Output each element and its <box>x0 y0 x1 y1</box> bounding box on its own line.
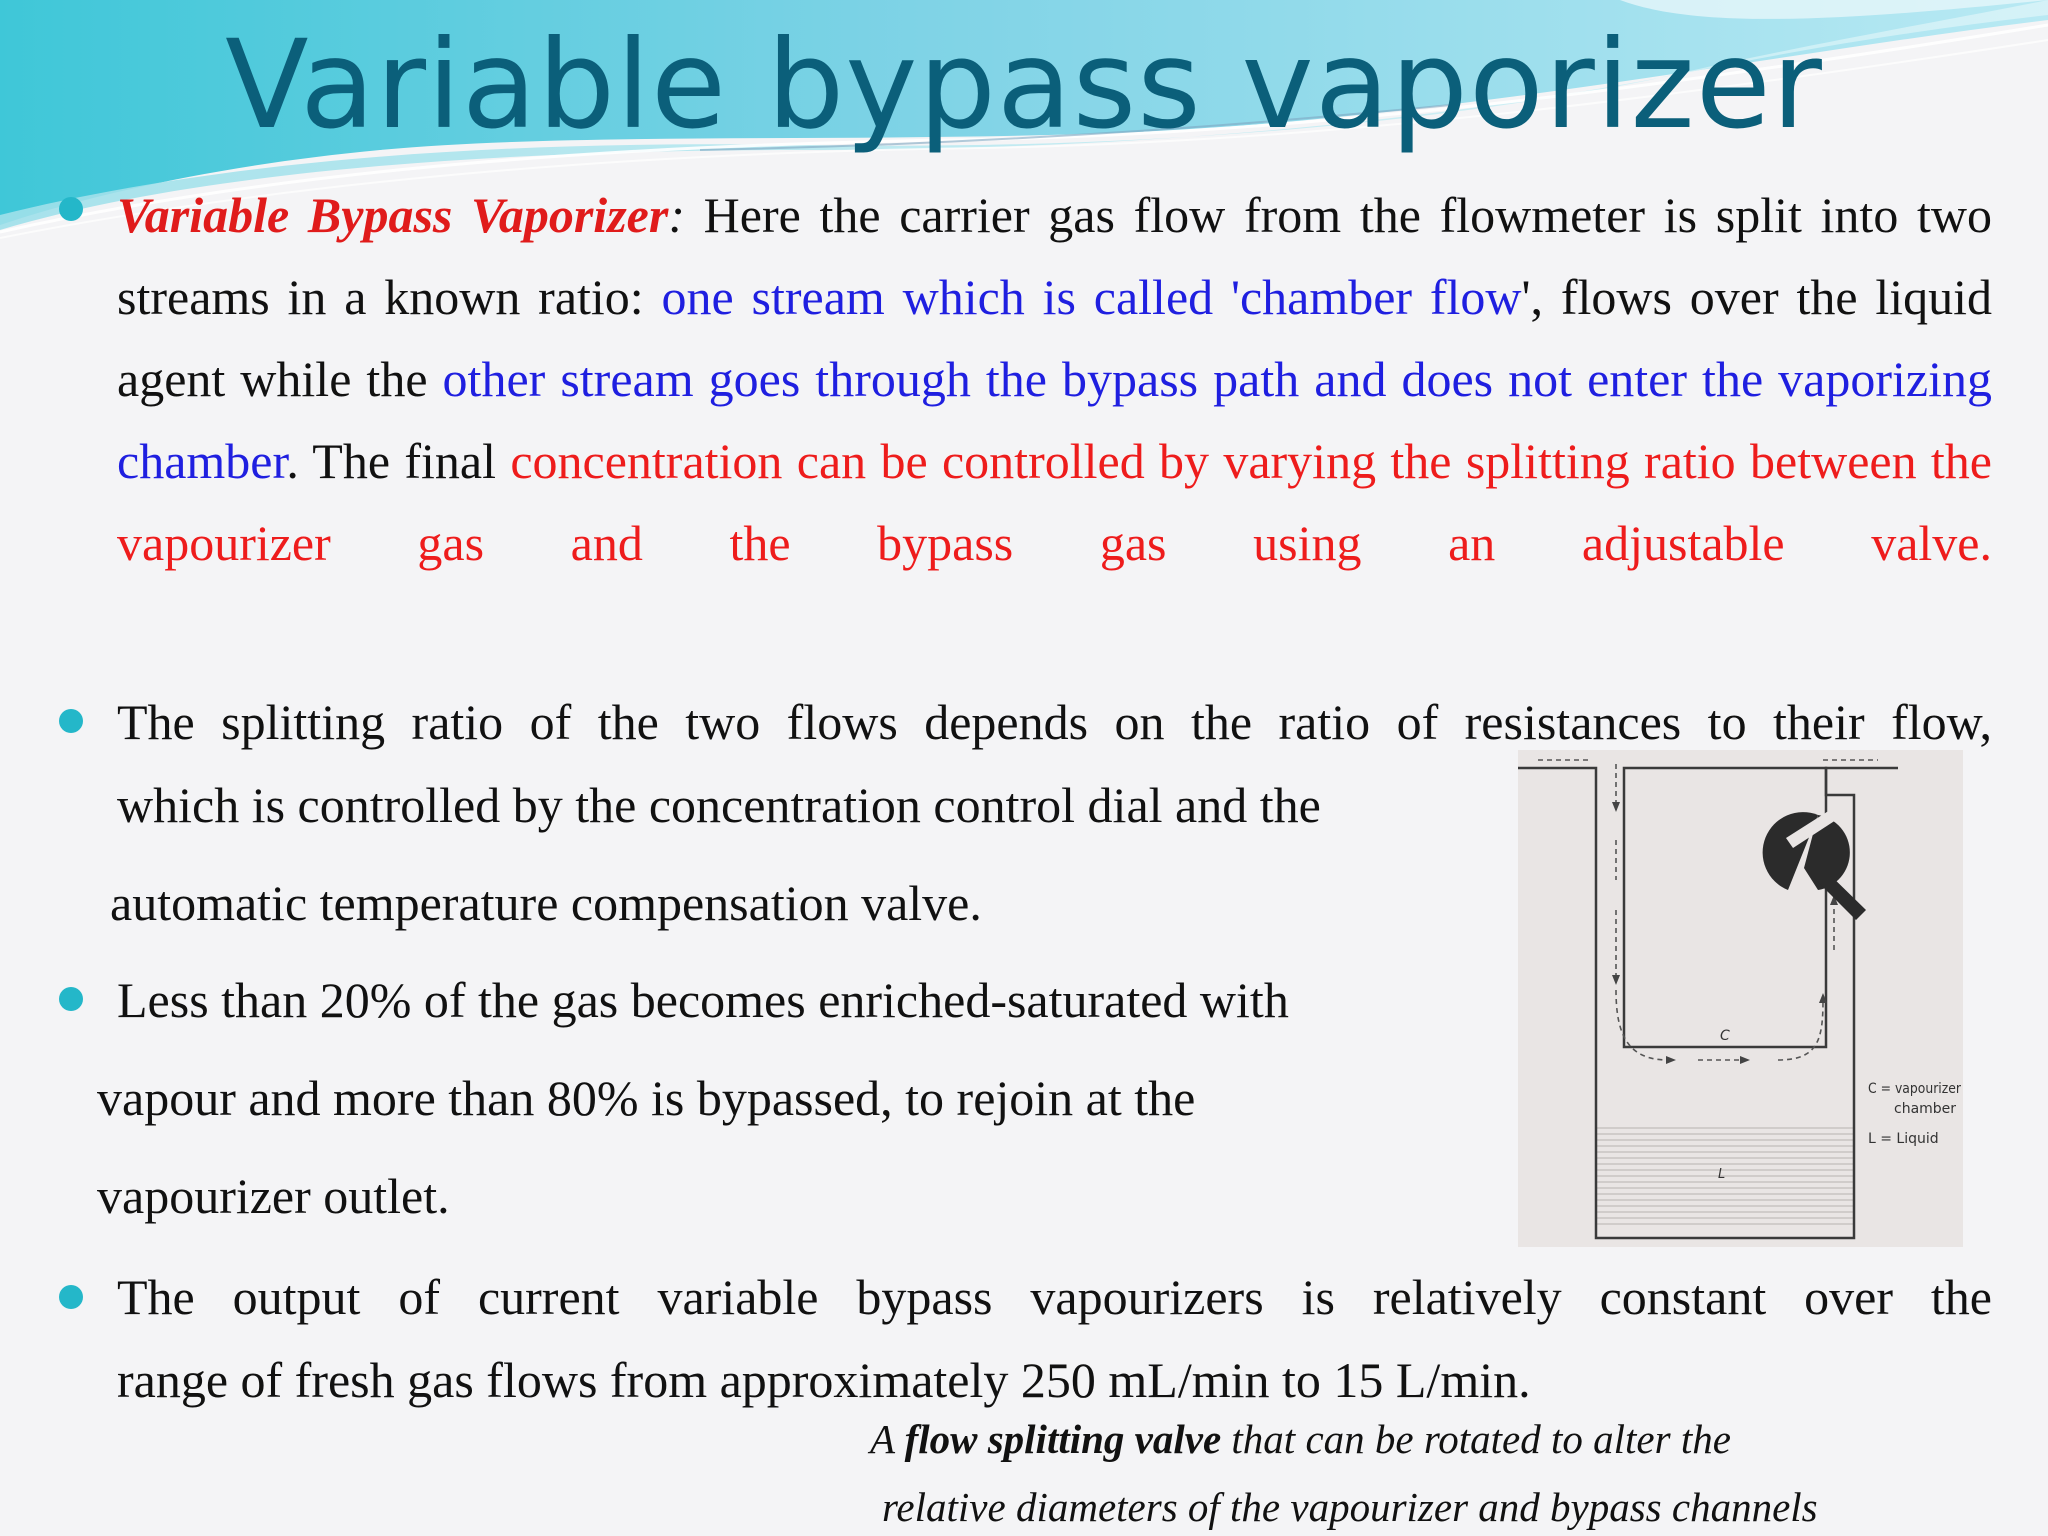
slide-title: Variable bypass vaporizer <box>225 14 1823 156</box>
bullet-icon <box>59 987 83 1011</box>
bypass-path-text: other stream goes through the bypass path and does not enter the vaporizing chamber <box>117 351 1992 489</box>
term-variable-bypass-vaporizer: Variable Bypass Vaporizer <box>117 187 669 243</box>
caption-post: that can be rotated to alter the <box>1221 1416 1731 1462</box>
bullet-2-line-2: which is controlled by the concentration control dial and the <box>117 777 1321 833</box>
legend-l: L = Liquid <box>1868 1131 1939 1147</box>
caption-pre: A <box>870 1416 905 1462</box>
bullet-icon <box>59 709 83 733</box>
bullet-2-line-3: automatic temperature compensation valve. <box>110 875 982 931</box>
legend-c-line-2: chamber <box>1894 1101 1957 1117</box>
chamber-flow-text: one stream which is called 'chamber flow <box>661 269 1522 325</box>
figure-caption-line-2: relative diameters of the vapourizer and bypass channels <box>882 1484 1818 1530</box>
bullet-2-line-1: The splitting ratio of the two flows depends on the ratio of resistances to their flow, <box>117 694 1992 750</box>
concentration-control-text: concentration can be controlled by varying the splitting ratio between the vapourizer gas and the bypass gas using an adjustable valve. <box>117 433 1993 571</box>
bullet-1-paragraph <box>117 174 1992 584</box>
bullet-4-line-2: range of fresh gas flows from approximately 250 mL/min to 15 L/min. <box>117 1352 1531 1408</box>
legend-c-line-1: C = vapourizer <box>1868 1081 1962 1097</box>
bullet-icon <box>59 197 83 221</box>
bullet-4-line-1: The output of current variable bypass vapourizers is relatively constant over the <box>117 1269 1992 1325</box>
label-l: L <box>1718 1167 1726 1182</box>
vaporizer-diagram <box>1518 750 1963 1247</box>
caption-bold-term: flow splitting valve <box>904 1416 1222 1462</box>
flow-splitting-valve-icon <box>1763 810 1866 920</box>
bullet-3-line-3: vapourizer outlet. <box>97 1168 450 1224</box>
bullet-1-text-c: . The final <box>286 433 511 489</box>
label-c: C <box>1720 1028 1730 1044</box>
bullet-icon <box>59 1285 83 1309</box>
bullet-3-line-1: Less than 20% of the gas becomes enriched-saturated with <box>117 972 1289 1028</box>
term-colon: : <box>668 187 685 243</box>
figure-caption-line-1 <box>870 1414 1731 1464</box>
bullet-1-text-a: Here the carrier gas flow from the flowmeter is split into two streams in a known ratio: <box>117 187 1992 325</box>
bullet-1-text-b: ', flows over the liquid agent while the <box>117 269 1993 407</box>
vaporizer-diagram-drawing <box>1518 750 1963 1247</box>
bullet-3-line-2: vapour and more than 80% is bypassed, to rejoin at the <box>97 1070 1196 1126</box>
